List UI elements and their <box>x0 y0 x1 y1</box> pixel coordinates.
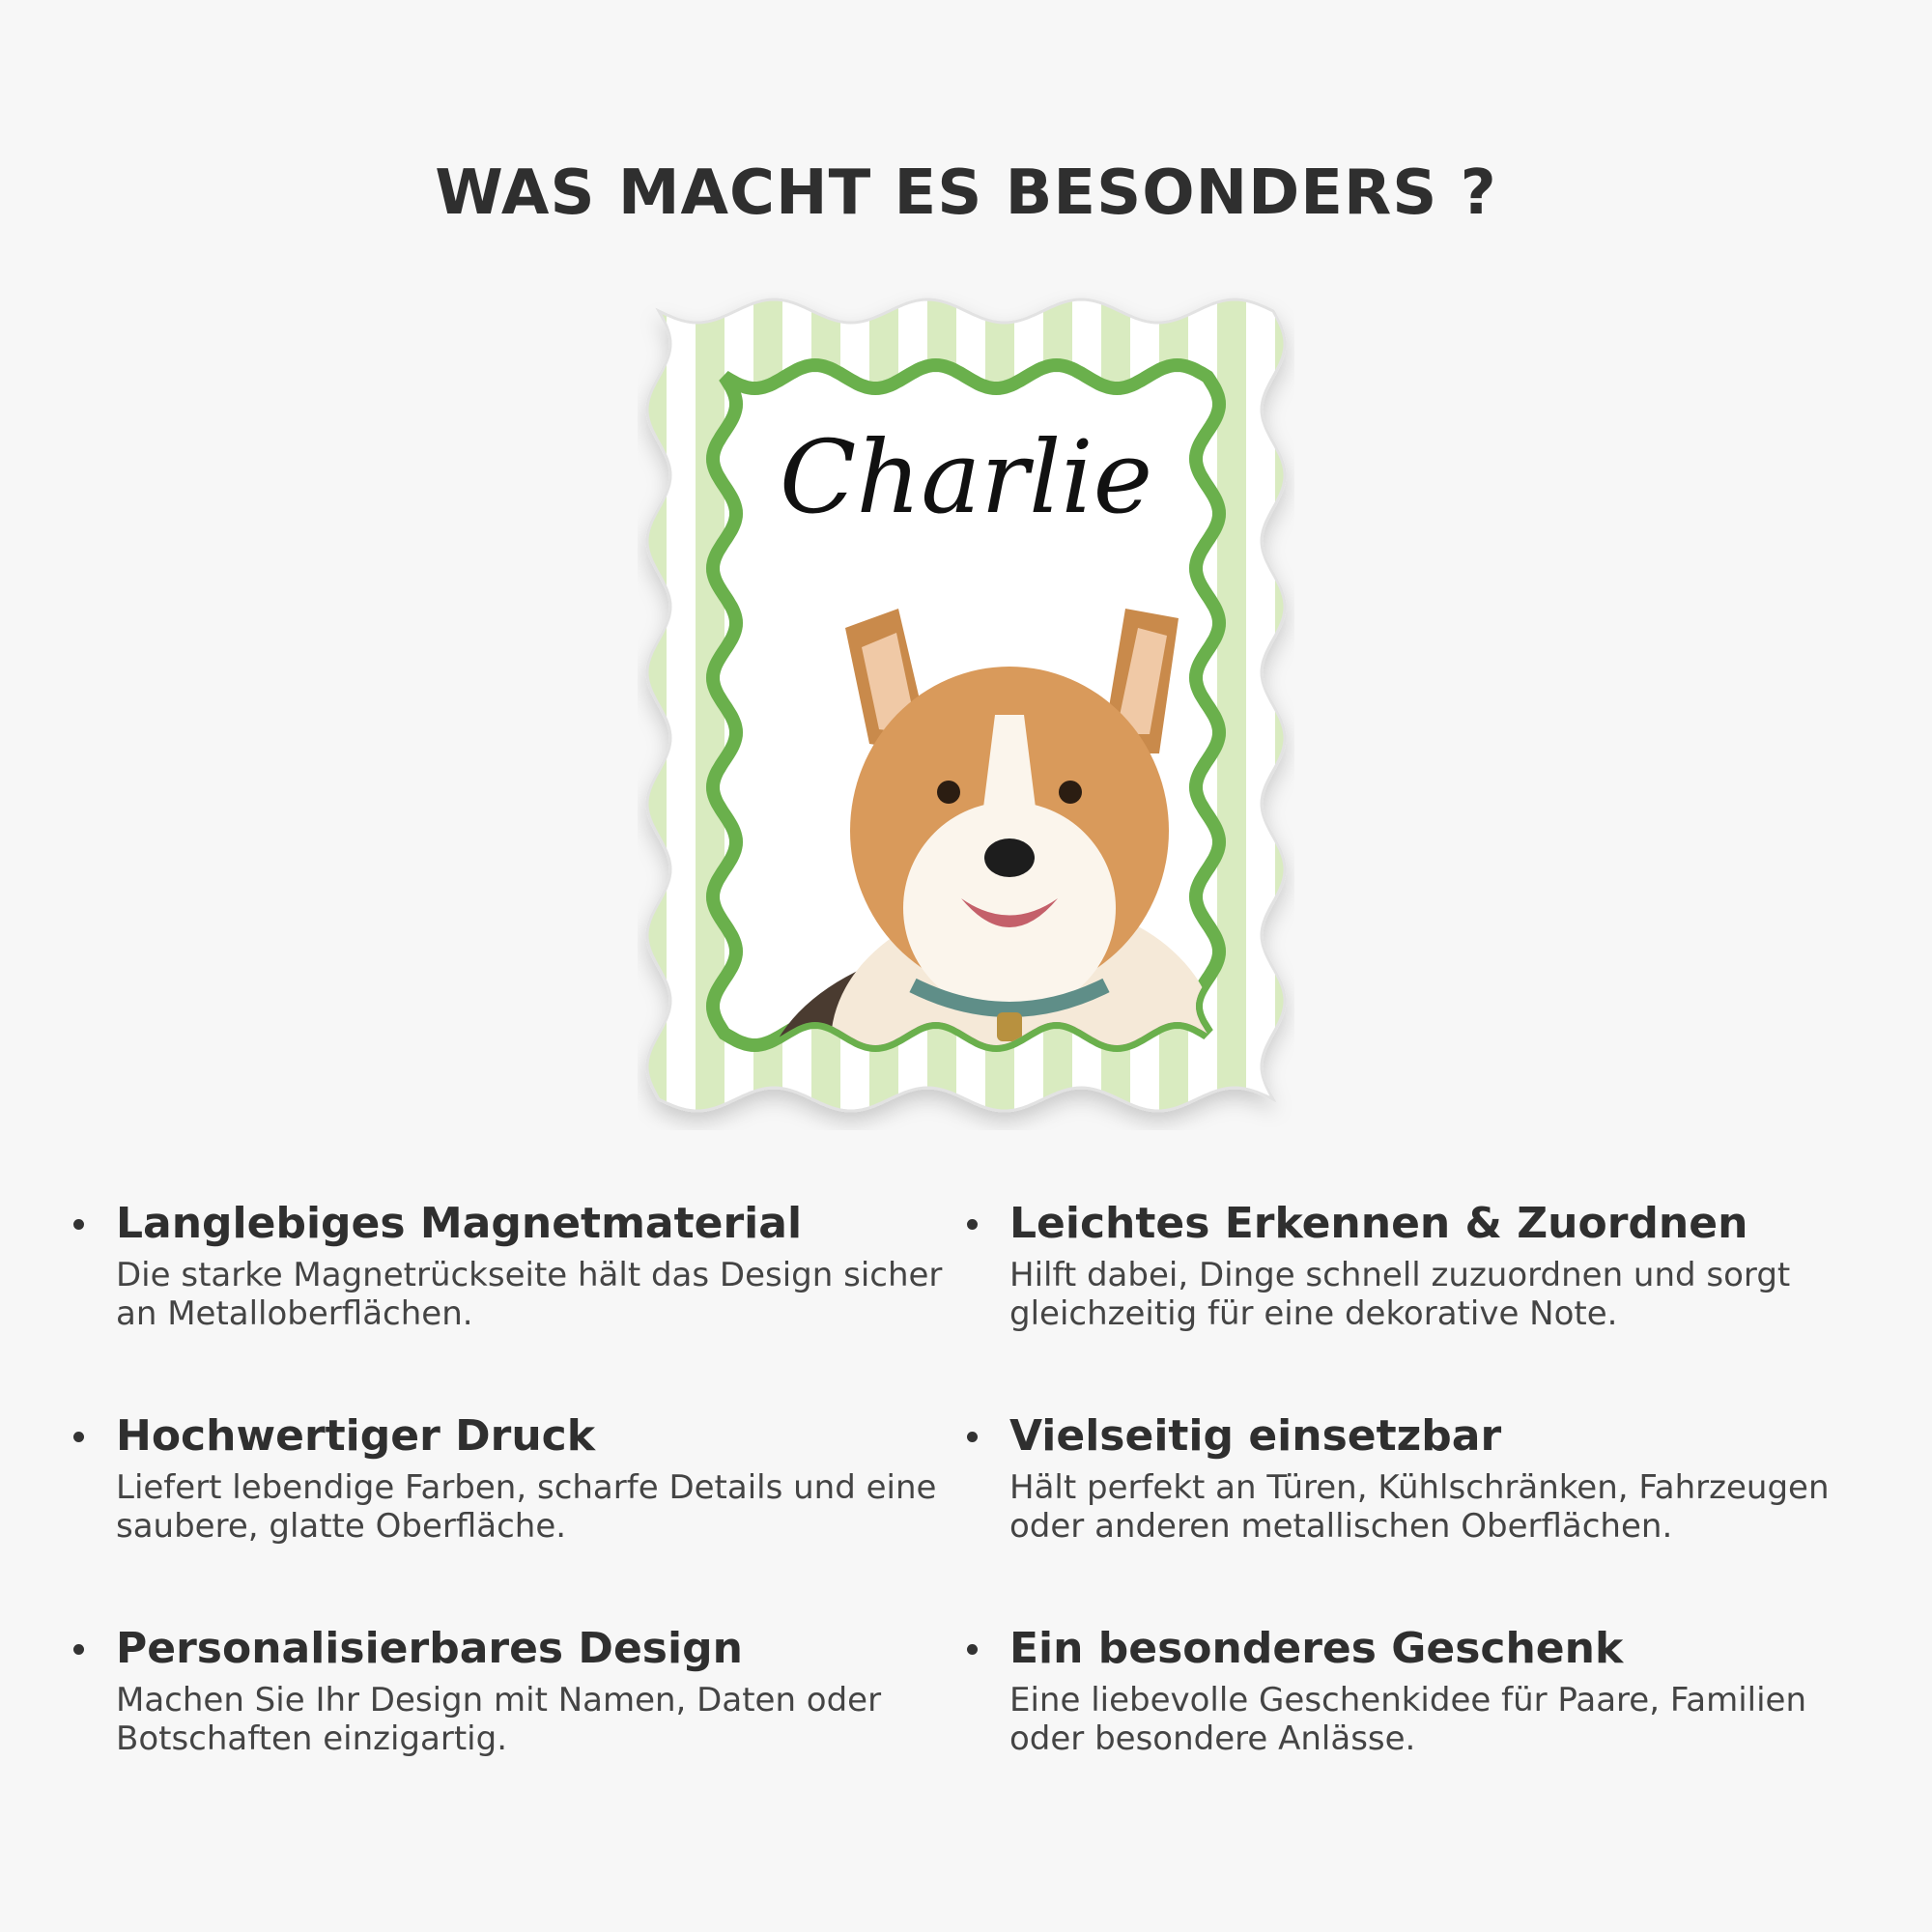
feature-description: Hält perfekt an Türen, Kühlschränken, Fahrzeugen oder anderen metallischen Oberflächen. <box>1009 1468 1830 1546</box>
feature-item <box>116 1623 966 1758</box>
bullet-icon <box>967 1219 978 1230</box>
feature-description: Hilft dabei, Dinge schnell zuzuordnen und sorgt gleichzeitig für eine dekorative Note. <box>1009 1256 1791 1333</box>
feature-item <box>1009 1623 1860 1758</box>
feature-title: Personalisierbares Design <box>116 1624 743 1673</box>
feature-title: Hochwertiger Druck <box>116 1411 596 1461</box>
feature-title: Vielseitig einsetzbar <box>1009 1411 1502 1461</box>
magnet-name-text: Charlie <box>779 418 1153 536</box>
feature-title: Langlebiges Magnetmaterial <box>116 1199 803 1248</box>
bullet-icon <box>73 1219 84 1230</box>
magnet-product-image <box>638 290 1294 1130</box>
page-title: WAS MACHT ES BESONDERS ? <box>435 157 1497 229</box>
bullet-icon <box>73 1644 84 1655</box>
feature-title: Leichtes Erkennen & Zuordnen <box>1009 1199 1748 1248</box>
feature-description: Machen Sie Ihr Design mit Namen, Daten oder Botschaften einzigartig. <box>116 1681 882 1758</box>
feature-title: Ein besonderes Geschenk <box>1009 1624 1624 1673</box>
feature-description: Die starke Magnetrückseite hält das Design sicher an Metalloberflächen. <box>116 1256 943 1333</box>
bullet-icon <box>967 1432 978 1442</box>
feature-description: Liefert lebendige Farben, scharfe Details und eine saubere, glatte Oberfläche. <box>116 1468 937 1546</box>
feature-description: Eine liebevolle Geschenkidee für Paare, Familien oder besondere Anlässe. <box>1009 1681 1807 1758</box>
bullet-icon <box>967 1644 978 1655</box>
feature-item <box>1009 1198 1860 1333</box>
feature-item <box>116 1198 966 1333</box>
magnet-graphic <box>638 290 1294 1130</box>
bullet-icon <box>73 1432 84 1442</box>
feature-item <box>116 1410 966 1546</box>
feature-item <box>1009 1410 1860 1546</box>
